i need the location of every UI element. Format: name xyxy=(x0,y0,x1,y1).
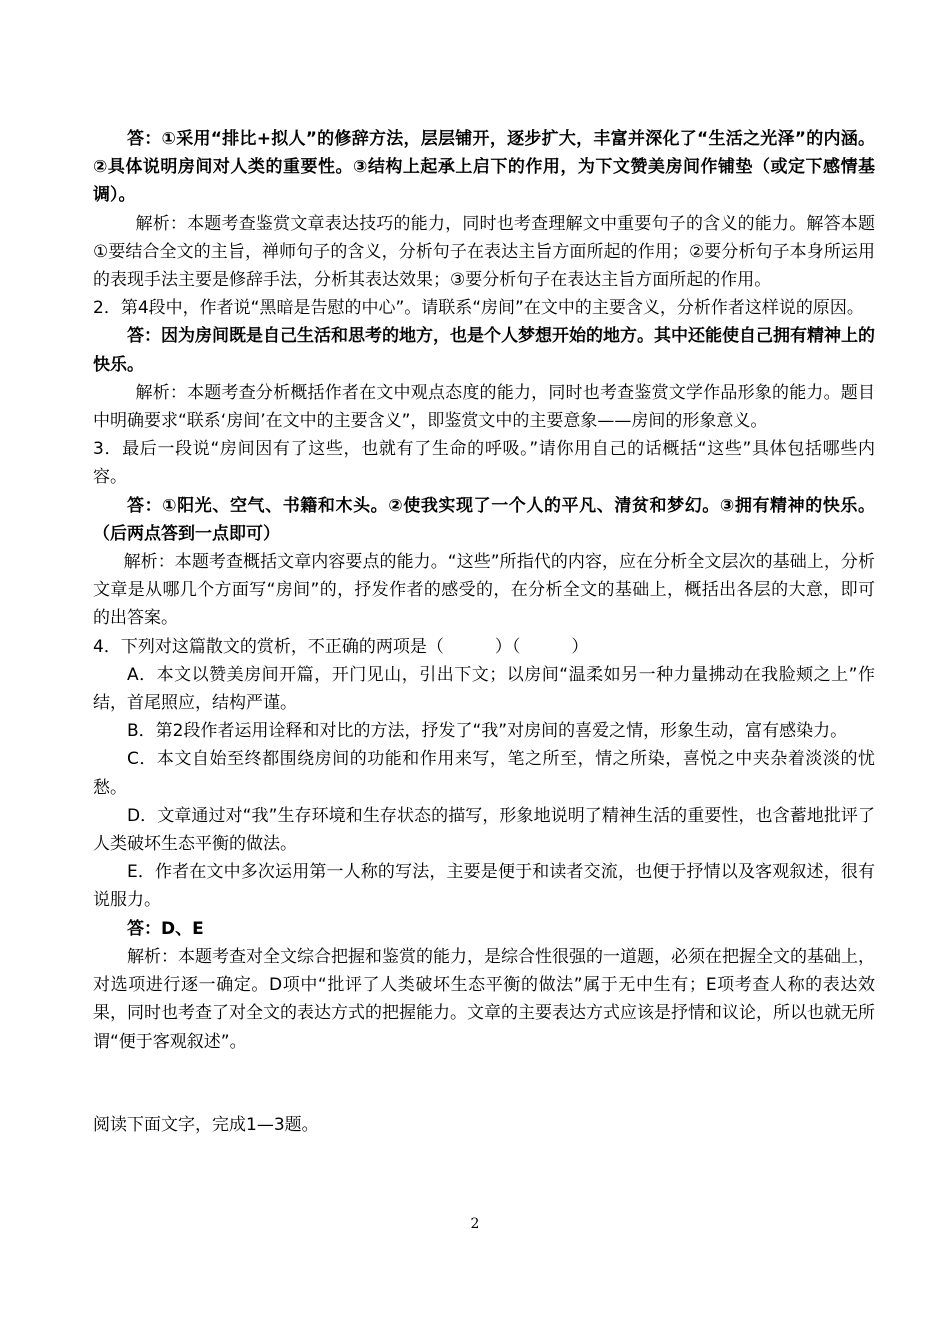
option-b: B．第2段作者运用诠释和对比的方法，抒发了“我”对房间的喜爱之情，形象生动，富有感染力。 xyxy=(127,721,848,742)
analysis-3: 解析：本题考查概括文章内容要点的能力。“这些”所指代的内容，应在分析全文层次的基础上，分析文章是从哪几个方面写“房间”的，抒发作者的感受的，在分析全文的基础上，概括出各层的大意，即可的出答案。 xyxy=(93,552,875,629)
option-a: A．本文以赞美房间开篇，开门见山，引出下文；以房间“温柔如另一种力量拂动在我脸颊之上”作结，首尾照应，结构严谨。 xyxy=(93,664,875,714)
analysis-1: 解析：本题考查鉴赏文章表达技巧的能力，同时也考查理解文中重要句子的含义的能力。解答本题①要结合全文的主旨，禅师句子的含义，分析句子在表达主旨方面所起的作用；②要分析句子本身所运用的表现手法主要是修辞手法，分析其表达效果；③要分析句子在表达主旨方面所起的作用。 xyxy=(93,213,875,291)
answer-4: 答：D、E xyxy=(127,918,204,939)
analysis-2: 解析：本题考查分析概括作者在文中观点态度的能力，同时也考查鉴赏文学作品形象的能力。题目中明确要求“联系‘房间’在文中的主要含义”，即鉴赏文中的主要意象——房间的形象意义。 xyxy=(93,382,875,432)
reading-prompt: 阅读下面文字，完成1—3题。 xyxy=(93,1114,319,1135)
document-body xyxy=(93,125,875,1139)
question-3: 3．最后一段说“房间因有了这些，也就有了生命的呼吸。”请你用自己的话概括“这些”具体包括哪些内容。 xyxy=(93,439,875,488)
option-d: D．文章通过对“我”生存环境和生存状态的描写，形象地说明了精神生活的重要性，也含蓄地批评了人类破坏生态平衡的做法。 xyxy=(93,805,875,855)
option-c: C．本文自始至终都围绕房间的功能和作用来写，笔之所至，情之所染，喜悦之中夹杂着淡淡的忧愁。 xyxy=(93,749,875,798)
question-4: 4．下列对这篇散文的赏析，不正确的两项是（ ）（ ） xyxy=(93,636,589,657)
option-e: E．作者在文中多次运用第一人称的写法，主要是便于和读者交流，也便于抒情以及客观叙述，很有说服力。 xyxy=(93,862,875,911)
answer-3: 答：①阳光、空气、书籍和木头。②使我实现了一个人的平凡、清贫和梦幻。③拥有精神的快乐。（后两点答到一点即可） xyxy=(93,495,875,544)
answer-2: 答：因为房间既是自己生活和思考的地方，也是个人梦想开始的地方。其中还能使自己拥有精神上的快乐。 xyxy=(93,326,875,375)
page-number: 2 xyxy=(470,1216,480,1232)
analysis-4: 解析：本题考查对全文综合把握和鉴赏的能力，是综合性很强的一道题，必须在把握全文的基础上，对选项进行逐一确定。D项中“批评了人类破坏生态平衡的做法”属于无中生有；E项考查人称的表达效果，同时也考查了对全文的表达方式的把握能力。文章的主要表达方式应该是抒情和议论，所以也就无所谓“便于客观叙述”。 xyxy=(93,946,875,1052)
answer-1: 答：①采用“排比+拟人”的修辞方法，层层铺开，逐步扩大，丰富并深化了“生活之光泽”的内涵。②具体说明房间对人类的重要性。③结构上起承上启下的作用，为下文赞美房间作铺垫（或定下感情基调）。 xyxy=(93,129,875,206)
question-2: 2．第4段中，作者说“黑暗是告慰的中心”。请联系“房间”在文中的主要含义，分析作者这样说的原因。 xyxy=(93,298,864,319)
spacer xyxy=(93,1056,875,1111)
